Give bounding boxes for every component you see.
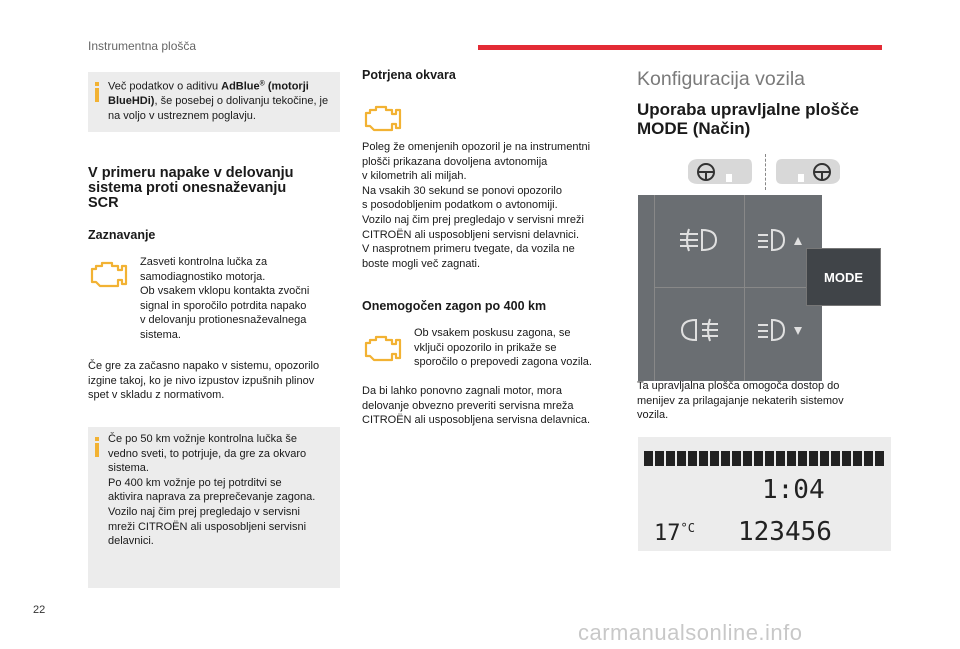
scr-heading: V primeru napake v delovanju sistema proti onesnaževanju SCR (88, 165, 294, 211)
mode-panel-heading: Uporaba upravljalne plošče MODE (Način) (637, 100, 860, 138)
info-box-adblue (88, 72, 340, 132)
header-accent-bar (478, 45, 882, 50)
mode-panel-text: Ta upravljalna plošča omogoča dostop do menijev za prilagajanje nekaterih sistemov vozila. (637, 380, 844, 422)
info-50km-text: Če po 50 km vožnje kontrolna lučka še vedno sveti, to potrjuje, da gre za okvaro sistema. Po 400 km vožnje po tej potrditvi se aktivira naprava za preprečevanje zagona. Vozilo naj čim prej pregledajo v servisni mreži CITROËN ali usposobljeni servisni delavnici. (108, 433, 316, 548)
start-disabled-text: Ob vsakem poskusu zagona, se vključi opozorilo in prikaže se sporočilo o prepovedi zagona vozila. (414, 327, 592, 369)
display-temperature: $17^{^\circ C}$ (654, 521, 695, 546)
detection-text: Zasveti kontrolna lučka za samodiagnostiko motorja. Ob vsakem vklopu kontakta zvočni signal in sporočilo potrdita napako v delovanju protionesnaževalnega sistema. (140, 256, 310, 341)
display-time: 1:04 (762, 475, 825, 505)
mode-button[interactable]: MODE (806, 248, 881, 306)
watermark: carmanualsonline.info (578, 620, 803, 645)
engine-warning-icon (88, 260, 132, 290)
info-icon (94, 437, 100, 457)
info-adblue-text: Več podatkov o aditivu AdBlue® (motorji BlueHDi), še posebej o dolivanju tekočine, je na voljo v ustreznem poglavju. (108, 80, 329, 122)
engine-warning-icon (362, 334, 406, 364)
rear-fog-light-icon (674, 225, 724, 255)
headlight-down-icon (756, 315, 816, 345)
confirmed-fault-heading: Potrjena okvara (362, 68, 456, 82)
divider-line (765, 154, 766, 190)
info-icon (94, 82, 100, 102)
rhd-vehicle-icon (774, 156, 842, 188)
instrument-display (638, 437, 891, 551)
start-disabled-heading: Onemogočen zagon po 400 km (362, 299, 547, 313)
engine-warning-icon (362, 104, 406, 134)
display-odometer: 123456 (738, 517, 832, 547)
confirmed-fault-text: Poleg že omenjenih opozoril je na instrumentni plošči prikazana dovoljena avtonomija v kilometrih ali miljah. Na vsakih 30 sekund se ponovi opozorilo s posodobljenim podatkom o avtonomiji. Vozilo naj čim prej pregledajo v servisni mreži CITROËN ali usposobljeni servisni delavnici. V nasprotnem primeru tvegate, da vozila ne boste mogli več zagnati. (362, 141, 591, 270)
section-title: Instrumentna plošča (88, 39, 197, 53)
display-segment-bar (644, 451, 886, 466)
control-panel (638, 195, 822, 381)
detection-subheading: Zaznavanje (88, 228, 156, 242)
info-box-50km (88, 427, 340, 588)
temporary-fault-paragraph: Če gre za začasno napako v sistemu, opozorilo izgine takoj, ko je nivo izpustov izpušnih plinov spet v skladu z normativom. (88, 360, 320, 402)
page-number: 22 (33, 604, 46, 616)
front-fog-light-icon (674, 315, 724, 345)
restart-text: Da bi lahko ponovno zagnali motor, mora delovanje obvezno preveriti servisna mreža CITROËN ali usposobljena servisna delavnica. (362, 385, 591, 427)
lhd-vehicle-icon (686, 156, 754, 188)
vehicle-config-title: Konfiguracija vozila (637, 68, 806, 90)
